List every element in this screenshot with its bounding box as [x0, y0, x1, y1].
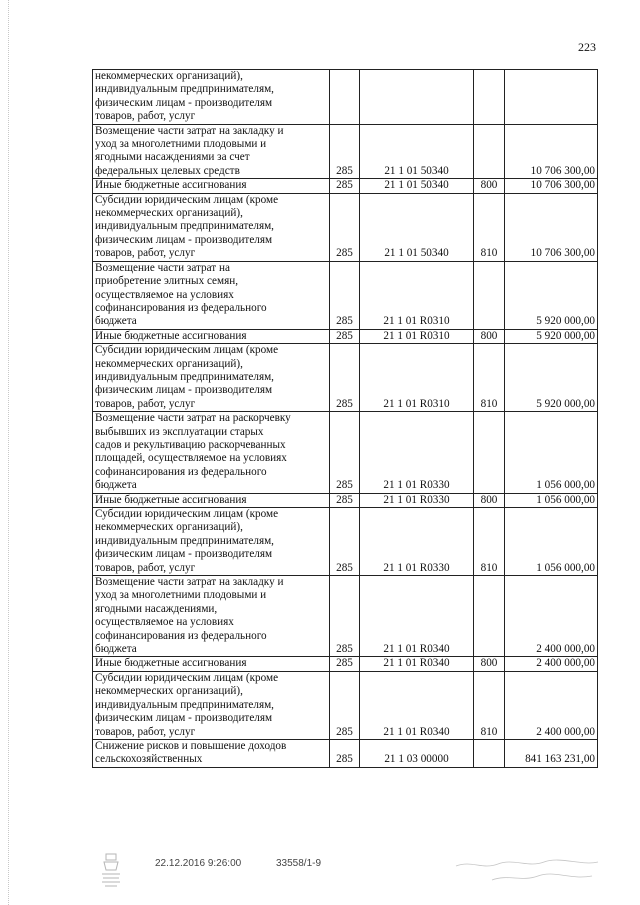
table-row — [93, 179, 598, 193]
row-expense-type-cell: 800 — [474, 179, 505, 193]
row-name-cell: Иные бюджетные ассигнования — [93, 329, 330, 343]
row-code-cell: 285 — [330, 671, 360, 739]
row-expense-type-cell: 800 — [474, 493, 505, 507]
row-name-cell: Возмещение части затрат на приобретение элитных семян, осуществляемое на условиях софинансирования из федерального бюджета — [93, 261, 330, 329]
row-amount-cell: 2 400 000,00 — [505, 576, 598, 657]
budget-table — [92, 69, 598, 768]
row-classification-cell: 21 1 01 R0310 — [360, 344, 474, 412]
row-classification-cell: 21 1 01 50340 — [360, 179, 474, 193]
row-expense-type-cell — [474, 739, 505, 767]
row-amount-cell: 5 920 000,00 — [505, 344, 598, 412]
table-row — [93, 70, 598, 125]
table-row — [93, 739, 598, 767]
row-expense-type-cell — [474, 70, 505, 125]
row-name-cell: Иные бюджетные ассигнования — [93, 493, 330, 507]
row-code-cell: 285 — [330, 261, 360, 329]
row-name-cell: Субсидии юридическим лицам (кроме некоммерческих организаций), индивидуальным предпринимателям, физическим лицам - производителям товаров, работ, услуг — [93, 193, 330, 261]
row-code-cell: 285 — [330, 124, 360, 179]
row-expense-type-cell: 810 — [474, 508, 505, 576]
row-classification-cell: 21 1 01 R0330 — [360, 508, 474, 576]
row-amount-cell: 2 400 000,00 — [505, 657, 598, 671]
table-row — [93, 671, 598, 739]
row-name-cell: некоммерческих организаций), индивидуальным предпринимателям, физическим лицам - производителям товаров, работ, услуг — [93, 70, 330, 125]
row-name-cell: Субсидии юридическим лицам (кроме некоммерческих организаций), индивидуальным предпринимателям, физическим лицам - производителям товаров, работ, услуг — [93, 508, 330, 576]
row-name-cell: Субсидии юридическим лицам (кроме некоммерческих организаций), индивидуальным предпринимателям, физическим лицам - производителям товаров, работ, услуг — [93, 344, 330, 412]
table-row — [93, 412, 598, 493]
row-amount-cell: 10 706 300,00 — [505, 124, 598, 179]
table-row — [93, 576, 598, 657]
row-amount-cell — [505, 70, 598, 125]
row-code-cell: 285 — [330, 739, 360, 767]
row-code-cell: 285 — [330, 412, 360, 493]
binding-edge-marks — [8, 0, 11, 905]
footer-date: 22.12.2016 9:26:00 — [155, 858, 242, 869]
table-row — [93, 657, 598, 671]
row-name-cell: Возмещение части затрат на раскорчевку выбывших из эксплуатации старых садов и рекультивацию раскорчеванных площадей, осуществляемое на условиях софинансирования из федерального бюджета — [93, 412, 330, 493]
row-name-cell: Снижение рисков и повышение доходов сельскохозяйственных — [93, 739, 330, 767]
row-name-cell: Возмещение части затрат на закладку и уход за многолетними плодовыми и ягодными насаждениями за счет федеральных целевых средств — [93, 124, 330, 179]
row-classification-cell — [360, 70, 474, 125]
row-expense-type-cell: 800 — [474, 657, 505, 671]
row-code-cell — [330, 70, 360, 125]
row-expense-type-cell — [474, 576, 505, 657]
stamp-icon — [100, 852, 122, 890]
row-amount-cell: 1 056 000,00 — [505, 508, 598, 576]
page-number: 223 — [578, 40, 596, 54]
row-code-cell: 285 — [330, 576, 360, 657]
row-amount-cell: 1 056 000,00 — [505, 412, 598, 493]
row-expense-type-cell — [474, 261, 505, 329]
row-amount-cell: 2 400 000,00 — [505, 671, 598, 739]
row-code-cell: 285 — [330, 344, 360, 412]
table-row — [93, 261, 598, 329]
row-amount-cell: 5 920 000,00 — [505, 329, 598, 343]
row-code-cell: 285 — [330, 193, 360, 261]
budget-table-body — [93, 70, 598, 768]
row-name-cell: Возмещение части затрат на закладку и уход за многолетними плодовыми и ягодными насаждениями, осуществляемое на условиях софинансирования из федерального бюджета — [93, 576, 330, 657]
row-name-cell: Иные бюджетные ассигнования — [93, 657, 330, 671]
table-row — [93, 329, 598, 343]
footer-doc-number: 33558/1-9 — [276, 858, 322, 869]
row-amount-cell: 841 163 231,00 — [505, 739, 598, 767]
row-expense-type-cell: 800 — [474, 329, 505, 343]
row-expense-type-cell: 810 — [474, 193, 505, 261]
row-expense-type-cell: 810 — [474, 344, 505, 412]
row-classification-cell: 21 1 01 R0340 — [360, 657, 474, 671]
row-classification-cell: 21 1 03 00000 — [360, 739, 474, 767]
row-classification-cell: 21 1 01 R0340 — [360, 671, 474, 739]
row-code-cell: 285 — [330, 179, 360, 193]
row-classification-cell: 21 1 01 R0330 — [360, 493, 474, 507]
row-amount-cell: 1 056 000,00 — [505, 493, 598, 507]
row-code-cell: 285 — [330, 508, 360, 576]
table-row — [93, 493, 598, 507]
row-amount-cell: 10 706 300,00 — [505, 179, 598, 193]
row-amount-cell: 5 920 000,00 — [505, 261, 598, 329]
signature-mark — [452, 856, 602, 886]
row-amount-cell: 10 706 300,00 — [505, 193, 598, 261]
row-classification-cell: 21 1 01 R0310 — [360, 329, 474, 343]
row-expense-type-cell: 810 — [474, 671, 505, 739]
row-expense-type-cell — [474, 412, 505, 493]
row-name-cell: Субсидии юридическим лицам (кроме некоммерческих организаций), индивидуальным предпринимателям, физическим лицам - производителям товаров, работ, услуг — [93, 671, 330, 739]
table-row — [93, 124, 598, 179]
row-name-cell: Иные бюджетные ассигнования — [93, 179, 330, 193]
row-code-cell: 285 — [330, 493, 360, 507]
row-classification-cell: 21 1 01 R0310 — [360, 261, 474, 329]
row-code-cell: 285 — [330, 329, 360, 343]
row-code-cell: 285 — [330, 657, 360, 671]
table-row — [93, 344, 598, 412]
row-classification-cell: 21 1 01 50340 — [360, 124, 474, 179]
row-classification-cell: 21 1 01 50340 — [360, 193, 474, 261]
row-classification-cell: 21 1 01 R0330 — [360, 412, 474, 493]
table-row — [93, 193, 598, 261]
row-classification-cell: 21 1 01 R0340 — [360, 576, 474, 657]
table-row — [93, 508, 598, 576]
row-expense-type-cell — [474, 124, 505, 179]
